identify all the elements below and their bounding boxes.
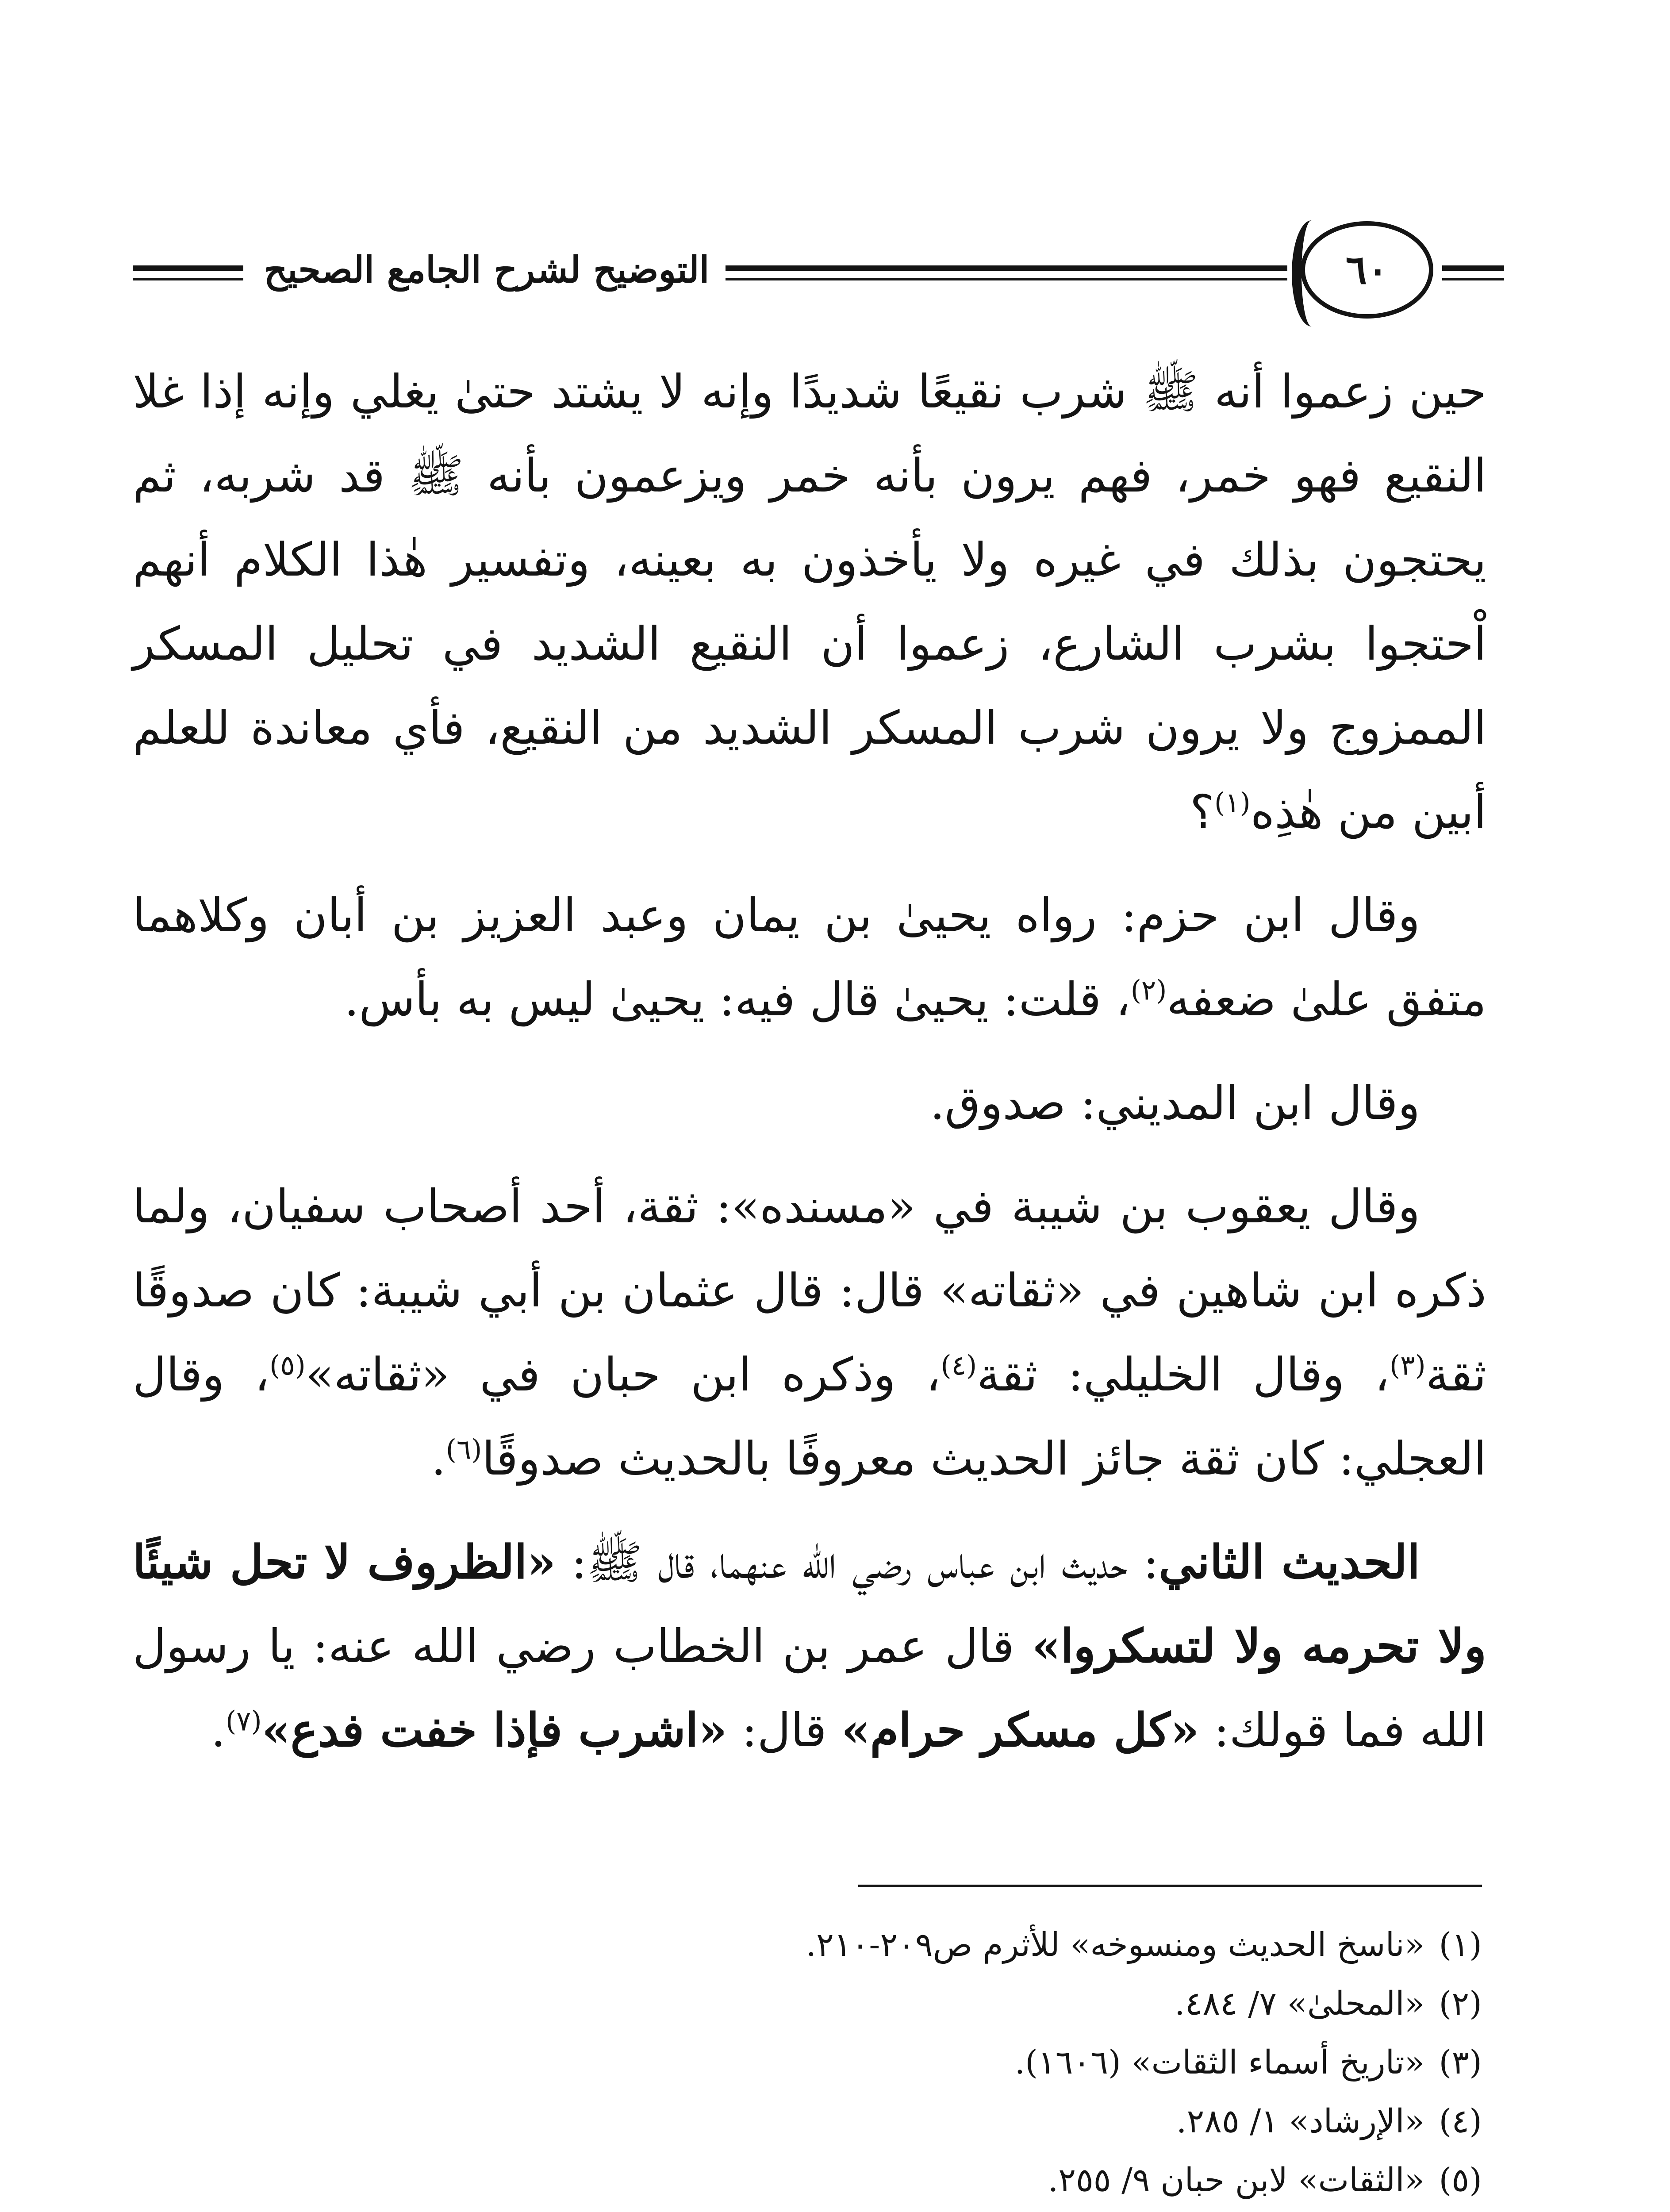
running-header xyxy=(133,221,1482,327)
text-run: وقال يعقوب بن شيبة في «مسنده»: ثقة، أحد أصحاب سفيان، ولما ذكره ابن شاهين في «ثقاته» قال: قال عثمان بن أبي شيبة: كان صدوقًا ثقة xyxy=(133,1179,1486,1402)
footnote-item xyxy=(155,1974,1482,2033)
text-run: وقال ابن حزم: رواه يحيىٰ بن يمان وعبد العزيز بن أبان وكلاهما متفق علىٰ ضعفه xyxy=(133,888,1486,1026)
paragraph xyxy=(133,873,1486,1041)
text-run: حين زعموا أنه ﷺ شرب نقيعًا شديدًا وإنه لا يشتد حتىٰ يغلي وإنه إذا غلا النقيع فهو خمر، فهم يرون بأنه خمر ويزعمون بأنه ﷺ قد شربه، ثم يحتجون بذلك في غيره ولا يأخذون به بعينه، وتفسير هٰذا الكلام أنهم اْحتجوا بشرب الشارع، زعموا أن النقيع الشديد في تحليل المسكر الممزوج ولا يرون شرب المسكر الشديد من النقيع، فأي معاندة للعلم أبين من هٰذِه xyxy=(133,365,1486,839)
footnote-text: «تاريخ أسماء الثقات» (١٦٠٦). xyxy=(1014,2043,1424,2081)
footnote-text: «المحلىٰ» ٧/ ٤٨٤. xyxy=(1175,1985,1424,2023)
text-run: ، وقال الخليلي: ثقة xyxy=(977,1348,1390,1402)
footnote-number xyxy=(1424,2210,1482,2212)
header-rule-right xyxy=(1442,265,1504,280)
footnote-marker: (٥) xyxy=(269,1349,306,1382)
text-run: وقال ابن المديني: صدوق. xyxy=(930,1076,1420,1130)
footnote-item xyxy=(155,2033,1482,2092)
text-run: قال عمر بن الخطاب رضي الله عنه: يا رسول الله فما قولك: xyxy=(133,1619,1486,1757)
footnote-marker: (١) xyxy=(1214,786,1251,819)
footnote-number: (٤) xyxy=(1439,2102,1482,2140)
footnote-marker: (٣) xyxy=(1389,1349,1426,1382)
emphasized-text: الحديث الثاني xyxy=(1159,1535,1420,1589)
text-run: . xyxy=(211,1703,226,1757)
footnote-text xyxy=(826,2210,1424,2212)
footnotes-list xyxy=(155,1916,1482,2212)
paragraph xyxy=(133,1520,1486,1772)
text-run: ؟ xyxy=(1190,785,1214,839)
text-run: ، وذكره ابن حبان في «ثقاته» xyxy=(305,1348,941,1402)
emphasized-text: «الظروف لا تحل شيئًا ولا تحرمه ولا لتسكروا» xyxy=(133,1535,1486,1673)
footnote-number: (٢) xyxy=(1439,1985,1482,2023)
header-rule-left xyxy=(133,265,243,280)
footnote-number: (٣) xyxy=(1439,2043,1482,2081)
footnote-number: (٥) xyxy=(1439,2161,1482,2199)
text-run: . xyxy=(431,1432,446,1486)
text-run: ، قلت: يحيىٰ قال فيه: يحيىٰ ليس به بأس. xyxy=(344,972,1131,1026)
footnote-marker: (٧) xyxy=(225,1705,262,1737)
main-text xyxy=(133,349,1486,1792)
footnote-item xyxy=(155,2210,1482,2212)
footnote-item xyxy=(155,1916,1482,1974)
text-run: : حديث ابن عباس رضي الله عنهما، قال ﷺ: xyxy=(556,1535,1159,1589)
footnote-text: «الثقات» لابن حبان ٩/ ٢٥٥. xyxy=(1048,2161,1424,2199)
emphasized-text: «كل مسكر حرام» xyxy=(841,1703,1199,1757)
footnote-text: «ناسخ الحديث ومنسوخه» للأثرم ص٢٠٩-٢١٠. xyxy=(806,1926,1424,1964)
emphasized-text: «اشرب فإذا خفت فدع» xyxy=(261,1703,727,1757)
footnote-number: (١) xyxy=(1439,1926,1482,1964)
paragraph xyxy=(133,349,1486,854)
paragraph xyxy=(133,1061,1486,1145)
page-number-badge xyxy=(1301,221,1433,319)
text-run: قال: xyxy=(727,1703,841,1757)
footnote-item xyxy=(155,2092,1482,2151)
footnote-item xyxy=(155,2151,1482,2210)
footnote-text: «الإرشاد» ١/ ٢٨٥. xyxy=(1176,2102,1424,2140)
text-run: ، وقال العجلي: كان ثقة جائز الحديث معروفًا بالحديث صدوقًا xyxy=(133,1348,1486,1486)
footnote-marker: (٦) xyxy=(445,1433,482,1466)
footnote-marker: (٤) xyxy=(941,1349,977,1382)
footnote-separator xyxy=(858,1885,1482,1887)
book-title: التوضيح لشرح الجامع الصحيح xyxy=(264,249,710,291)
header-rule-middle xyxy=(726,265,1287,280)
footnote-marker: (٢) xyxy=(1130,974,1167,1006)
paragraph xyxy=(133,1164,1486,1501)
page-number: ٦٠ xyxy=(1345,246,1389,293)
